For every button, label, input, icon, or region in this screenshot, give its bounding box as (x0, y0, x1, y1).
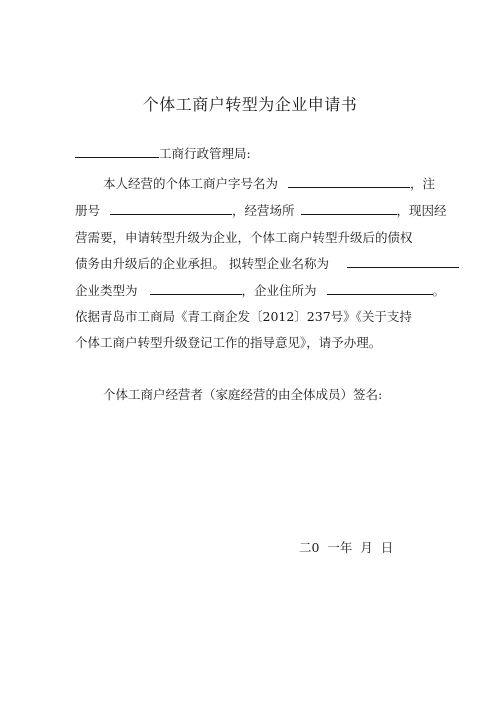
addressee-line (75, 146, 251, 162)
document-title: 个体工商户转型为企业申请书 (142, 95, 358, 114)
body-line-4 (75, 256, 459, 272)
body-text: 企业类型为 (75, 283, 138, 298)
body-text: ，经营场所 (232, 203, 295, 218)
trade-name-blank[interactable] (288, 176, 410, 188)
body-line-7: 个体工商户转型升级登记工作的指导意见》，请予办理。 (75, 335, 382, 350)
addressee-suffix: 工商行政管理局: (159, 146, 251, 161)
business-premises-blank[interactable] (301, 203, 397, 215)
signature-label: 个体工商户经营者（家庭经营的由全体成员）签名: (103, 387, 383, 402)
body-line-1 (103, 176, 435, 192)
body-text: ，现因经 (396, 203, 447, 218)
body-text: 册号 (75, 203, 101, 218)
enterprise-name-blank[interactable] (347, 256, 459, 268)
date-line: 二0 一年 月 日 (299, 540, 394, 555)
body-line-6: 依据青岛市工商局《青工商企发〔2012〕237号》《关于支持 (75, 309, 412, 324)
body-text: 债务由升级后的企业承担。 拟转型企业名称为 (75, 256, 329, 271)
enterprise-type-blank[interactable] (150, 283, 242, 295)
authority-name-blank[interactable] (75, 146, 159, 158)
registration-number-blank[interactable] (110, 203, 232, 215)
body-line-2 (75, 203, 447, 219)
body-line-5 (75, 283, 445, 299)
body-line-3: 营需要，申请转型升级为企业，个体工商户转型升级后的债权 (75, 230, 413, 245)
body-text: ，注 (410, 176, 436, 191)
body-text: 。 (432, 283, 446, 298)
body-text: ，企业住所为 (241, 283, 317, 298)
enterprise-address-blank[interactable] (327, 283, 433, 295)
body-text: 本人经营的个体工商户字号名为 (103, 176, 279, 191)
